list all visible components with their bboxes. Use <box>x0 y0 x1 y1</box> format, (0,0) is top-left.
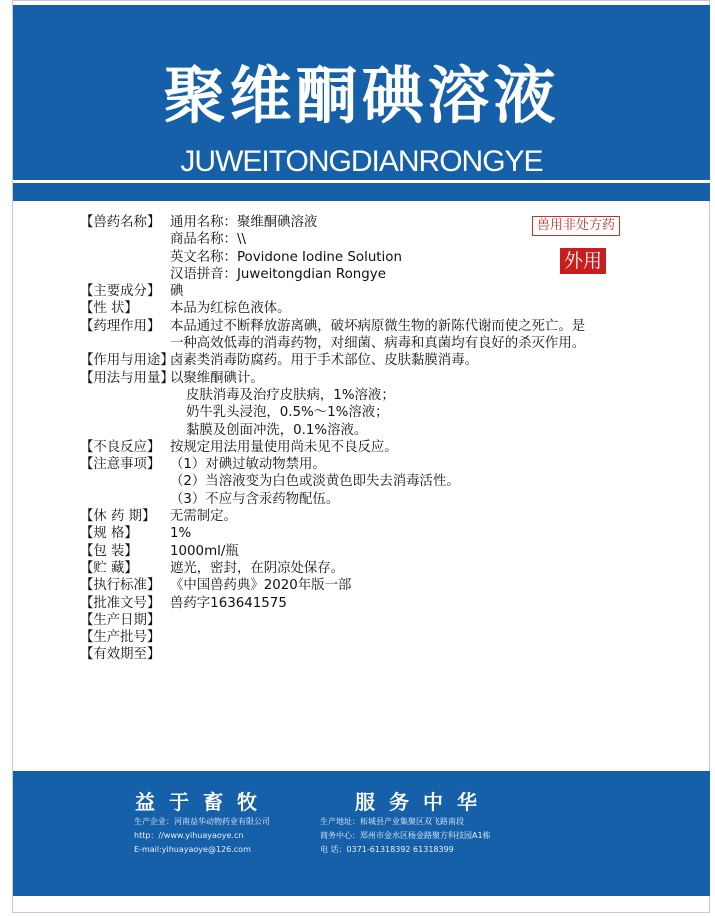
storage: 遮光，密封，在阴凉处保存。 <box>170 560 345 576</box>
footer-contact-info <box>320 815 491 857</box>
storage-label: 【贮 藏】 <box>80 560 138 576</box>
notes-label: 【注意事项】 <box>80 457 161 473</box>
usage-label: 【作用与用途】 <box>80 353 174 369</box>
header-banner <box>13 5 710 201</box>
pharmacology-line-2: 一种高效低毒的消毒药物，对细菌、病毒和真菌均有良好的杀灭作用。 <box>170 336 586 352</box>
notes-line-1: （1）对碘过敏动物禁用。 <box>170 457 326 473</box>
product-pinyin: JUWEITONGDIANRONGYE <box>180 145 543 178</box>
slogan-left: 益于畜牧 <box>135 790 271 814</box>
spec-label: 【规 格】 <box>80 526 138 542</box>
pharmacology-label: 【药理作用】 <box>80 318 161 334</box>
approval-label: 【批准文号】 <box>80 595 161 611</box>
external-use-badge: 外用 <box>560 248 606 274</box>
dosage-line-4: 黏膜及创面冲洗，0.1%溶液。 <box>186 422 368 438</box>
package-label: 【包 装】 <box>80 543 138 559</box>
standard-label: 【执行标准】 <box>80 578 161 594</box>
english-name: 英文名称：Povidone Iodine Solution <box>170 249 402 265</box>
pinyin-name: 汉语拼音：Juweitongdian Rongye <box>170 266 386 282</box>
phone: 电 话：0371-61318392 61318399 <box>320 845 454 854</box>
email-link[interactable]: E-mail:yihuayaoye@126.com <box>134 845 251 854</box>
website-link[interactable]: http：//www.yihuayaoye.cn <box>134 831 244 840</box>
appearance-label: 【性 状】 <box>80 301 138 317</box>
withdrawal: 无需制定。 <box>170 509 237 525</box>
usage: 卤素类消毒防腐药。用于手术部位、皮肤黏膜消毒。 <box>170 353 478 369</box>
dosage-line-2: 皮肤消毒及治疗皮肤病，1%溶液； <box>186 387 395 403</box>
notes-line-3: （3）不应与含汞药物配伍。 <box>170 491 340 507</box>
package: 1000ml/瓶 <box>170 543 239 559</box>
ingredient-label: 【主要成分】 <box>80 284 161 300</box>
trade-name: 商品名称：\\ <box>170 232 246 248</box>
otc-badge: 兽用非处方药 <box>532 216 620 236</box>
approval-number: 兽药字163641575 <box>170 595 287 611</box>
generic-name: 通用名称：聚维酮碘溶液 <box>170 215 318 230</box>
adverse: 按规定用法用量使用尚未见不良反应。 <box>170 439 398 455</box>
drug-name-label: 【兽药名称】 <box>80 215 161 230</box>
ingredient: 碘 <box>170 284 184 300</box>
slogan-right: 服务中华 <box>355 790 491 814</box>
product-info <box>80 214 585 664</box>
pharmacology-line-1: 本品通过不断释放游离碘，破坏病原微生物的新陈代谢而使之死亡。是 <box>170 318 586 334</box>
footer-company-info <box>134 815 270 857</box>
company-name: 生产企业：河南益华动物药业有限公司 <box>134 817 270 826</box>
address: 生产地址：柘城县产业集聚区双飞路南段 <box>320 817 464 826</box>
adverse-label: 【不良反应】 <box>80 439 161 455</box>
appearance: 本品为红棕色液体。 <box>170 301 291 317</box>
header-divider <box>13 180 710 183</box>
business-center: 商务中心：郑州市金水区杨金路聚方科技园A1栋 <box>320 831 491 840</box>
standard: 《中国兽药典》2020年版一部 <box>170 578 352 594</box>
dosage-line-1: 以聚维酮碘计。 <box>170 370 264 386</box>
expiry-label: 【有效期至】 <box>80 647 161 663</box>
notes-line-2: （2）当溶液变为白色或淡黄色即失去消毒活性。 <box>170 474 460 490</box>
dosage-label: 【用法与用量】 <box>80 370 174 386</box>
spec: 1% <box>170 526 192 542</box>
mfg-date-label: 【生产日期】 <box>80 612 161 628</box>
batch-label: 【生产批号】 <box>80 630 161 646</box>
product-title: 聚维酮碘溶液 <box>163 59 560 132</box>
withdrawal-label: 【休 药 期】 <box>80 509 156 525</box>
dosage-line-3: 奶牛乳头浸泡，0.5%～1%溶液； <box>186 405 389 421</box>
